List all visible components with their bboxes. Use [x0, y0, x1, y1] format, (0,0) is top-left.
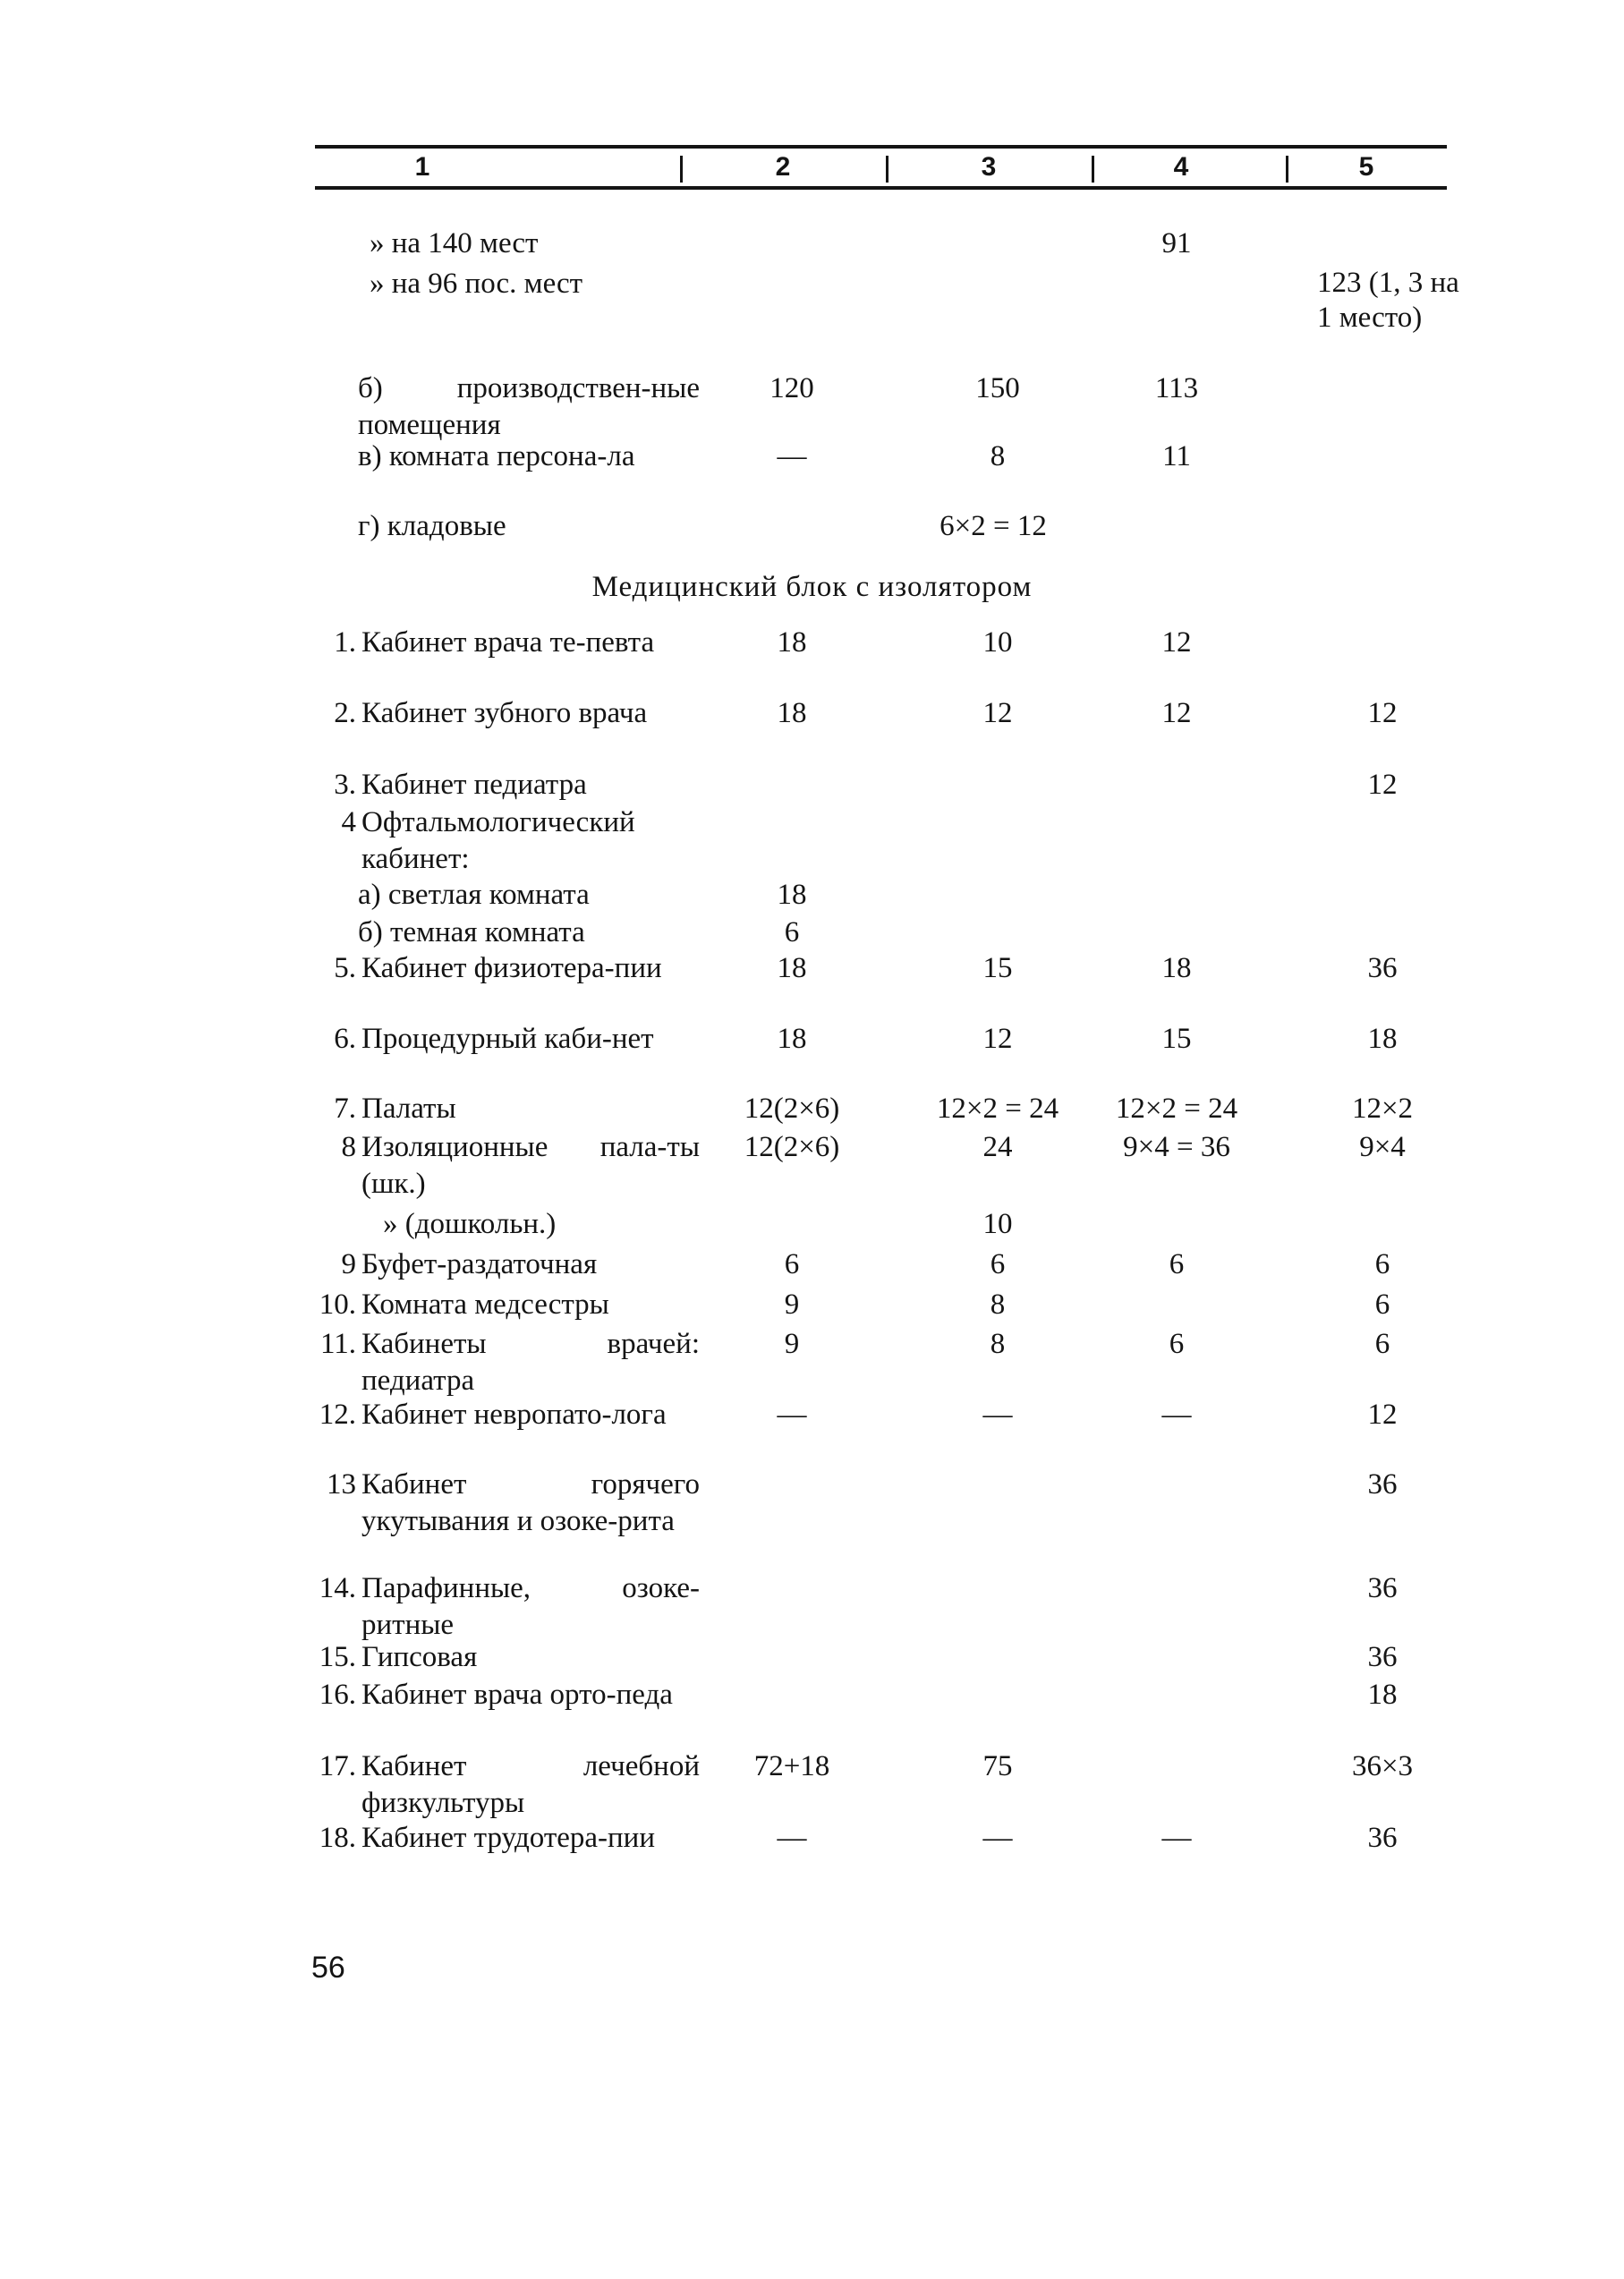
row-number: 1.	[334, 626, 356, 659]
cell-col-3: —	[982, 1822, 1013, 1854]
cell-col-4: 91	[1161, 227, 1192, 259]
cell-col-2: 120	[769, 372, 814, 404]
cell-col-5: 36	[1367, 952, 1398, 984]
row-name: » (дошкольн.)	[383, 1208, 557, 1240]
cell-col-4: 11	[1162, 440, 1191, 472]
row-name: Палаты	[361, 1093, 456, 1125]
row-name: Кабинет горячего укутывания и озоке-рита	[361, 1468, 700, 1537]
header-col-1: 1	[414, 152, 430, 182]
row-name: Кабинет трудотера-пии	[361, 1822, 656, 1854]
cell-col-3: 8	[990, 1328, 1006, 1360]
cell-col-5: 12	[1367, 697, 1398, 729]
row-name: Кабинет врача те-певта	[361, 626, 655, 659]
cell-col-5: 9×4	[1359, 1131, 1406, 1163]
cell-col-5: 36	[1367, 1641, 1398, 1673]
row-number: 18.	[319, 1822, 356, 1854]
cell-col-2: 12(2×6)	[744, 1093, 840, 1125]
row-number: 9	[341, 1248, 356, 1280]
cell-col-5: 6	[1374, 1248, 1390, 1280]
cell-col-3: 12	[982, 697, 1013, 729]
row-number: 4	[341, 806, 356, 838]
cell-col-5: 12	[1367, 769, 1398, 801]
cell-col-2: —	[777, 1822, 807, 1854]
cell-col-5: 36×3	[1351, 1750, 1414, 1782]
row-name: » на 140 мест	[370, 227, 539, 259]
cell-col-4: 12	[1161, 697, 1192, 729]
cell-col-2: 12(2×6)	[744, 1131, 840, 1163]
cell-col-3: 24	[982, 1131, 1013, 1163]
row-number: 14.	[319, 1572, 356, 1604]
section-title: Медицинский блок с изолятором	[591, 571, 1033, 603]
row-name: » на 96 пос. мест	[370, 268, 583, 300]
cell-col-2: 18	[777, 952, 807, 984]
row-number: 6.	[334, 1023, 356, 1055]
cell-col-4: 15	[1161, 1023, 1192, 1055]
cell-col-3: 75	[982, 1750, 1013, 1782]
row-number: 5.	[334, 952, 356, 984]
table-header	[315, 149, 1447, 186]
row-name: Процедурный каби-нет	[361, 1023, 654, 1055]
table-header-bottom-rule	[315, 186, 1447, 190]
cell-col-5: 36	[1367, 1822, 1398, 1854]
cell-col-2: —	[777, 440, 807, 472]
row-name: Изоляционные пала-ты (шк.)	[361, 1131, 700, 1200]
header-col-2: 2	[775, 152, 791, 182]
cell-col-4: 9×4 = 36	[1123, 1131, 1230, 1163]
cell-col-3: —	[982, 1399, 1013, 1431]
cell-col-5: 12×2	[1351, 1093, 1414, 1125]
row-name: Кабинет физиотера-пии	[361, 952, 662, 984]
row-number: 3.	[334, 769, 356, 801]
row-number: 12.	[319, 1399, 356, 1431]
page-number: 56	[311, 1951, 345, 1985]
cell-col-3: 15	[982, 952, 1013, 984]
row-name: Кабинет педиатра	[361, 769, 587, 801]
cell-col-3: 12×2 = 24	[936, 1093, 1059, 1125]
cell-col-4: 12×2 = 24	[1115, 1093, 1238, 1125]
row-number: 7.	[334, 1093, 356, 1125]
cell-col-2: 18	[777, 879, 807, 911]
cell-col-3: 150	[975, 372, 1020, 404]
row-number: 8	[341, 1131, 356, 1163]
row-name: Кабинеты врачей: педиатра	[361, 1328, 700, 1397]
cell-col-4: 6	[1169, 1248, 1185, 1280]
cell-col-3: 8	[990, 1288, 1006, 1321]
row-number: 15.	[319, 1641, 356, 1673]
cell-col-4: —	[1161, 1399, 1192, 1431]
cell-col-4: 12	[1161, 626, 1192, 659]
header-col-5: 5	[1358, 152, 1374, 182]
header-col-4: 4	[1173, 152, 1189, 182]
row-number: 10.	[319, 1288, 356, 1321]
cell-col-4: —	[1161, 1822, 1192, 1854]
cell-col-4: 6	[1169, 1328, 1185, 1360]
header-col-3: 3	[981, 152, 997, 182]
row-name: Кабинет лечебной физкультуры	[361, 1750, 700, 1819]
cell-col-3: 10	[982, 1208, 1013, 1240]
row-number: 16.	[319, 1679, 356, 1711]
row-name: Комната медсестры	[361, 1288, 609, 1321]
cell-col-5: 6	[1374, 1288, 1390, 1321]
cell-col-2: 72+18	[753, 1750, 830, 1782]
cell-col-4: 113	[1154, 372, 1199, 404]
cell-col-5: 36	[1367, 1572, 1398, 1604]
cell-col-2: —	[777, 1399, 807, 1431]
cell-col-3: 8	[990, 440, 1006, 472]
cell-col-5: 6	[1374, 1328, 1390, 1360]
cell-col-5: 18	[1367, 1679, 1398, 1711]
row-number: 2.	[334, 697, 356, 729]
row-number: 11.	[319, 1328, 356, 1360]
cell-col-2: 18	[777, 697, 807, 729]
cell-col-2: 18	[777, 626, 807, 659]
row-name: Гипсовая	[361, 1641, 478, 1673]
cell-col-5: 123 (1, 3 на 1 место)	[1317, 267, 1459, 334]
row-name: а) светлая комната	[358, 879, 590, 911]
row-name: Кабинет врача орто-педа	[361, 1679, 673, 1711]
cell-col-5: 12	[1367, 1399, 1398, 1431]
row-name: б) производствен-ные помещения	[358, 372, 700, 441]
row-name: в) комната персона-ла	[358, 440, 635, 472]
cell-col-3: 10	[982, 626, 1013, 659]
row-number: 17.	[319, 1750, 356, 1782]
cell-col-3: 6	[990, 1248, 1006, 1280]
cell-col-2: 6	[784, 1248, 800, 1280]
cell-col-2: 9	[784, 1328, 800, 1360]
cell-col-4: 18	[1161, 952, 1192, 984]
row-name: г) кладовые	[358, 510, 506, 542]
row-name: Буфет-раздаточная	[361, 1248, 598, 1280]
cell-merged-2-4: 6×2 = 12	[940, 510, 1047, 542]
cell-col-3: 12	[982, 1023, 1013, 1055]
row-name: Кабинет невропато-лога	[361, 1399, 667, 1431]
cell-col-5: 36	[1367, 1468, 1398, 1501]
cell-col-2: 9	[784, 1288, 800, 1321]
cell-col-2: 18	[777, 1023, 807, 1055]
row-name: Кабинет зубного врача	[361, 697, 648, 729]
cell-col-2: 6	[784, 916, 800, 948]
cell-col-5: 18	[1367, 1023, 1398, 1055]
row-name: Парафинные, озоке-ритные	[361, 1572, 700, 1641]
row-name: б) темная комната	[358, 916, 585, 948]
row-number: 13	[327, 1468, 356, 1501]
row-name: Офтальмологический кабинет:	[361, 806, 635, 875]
